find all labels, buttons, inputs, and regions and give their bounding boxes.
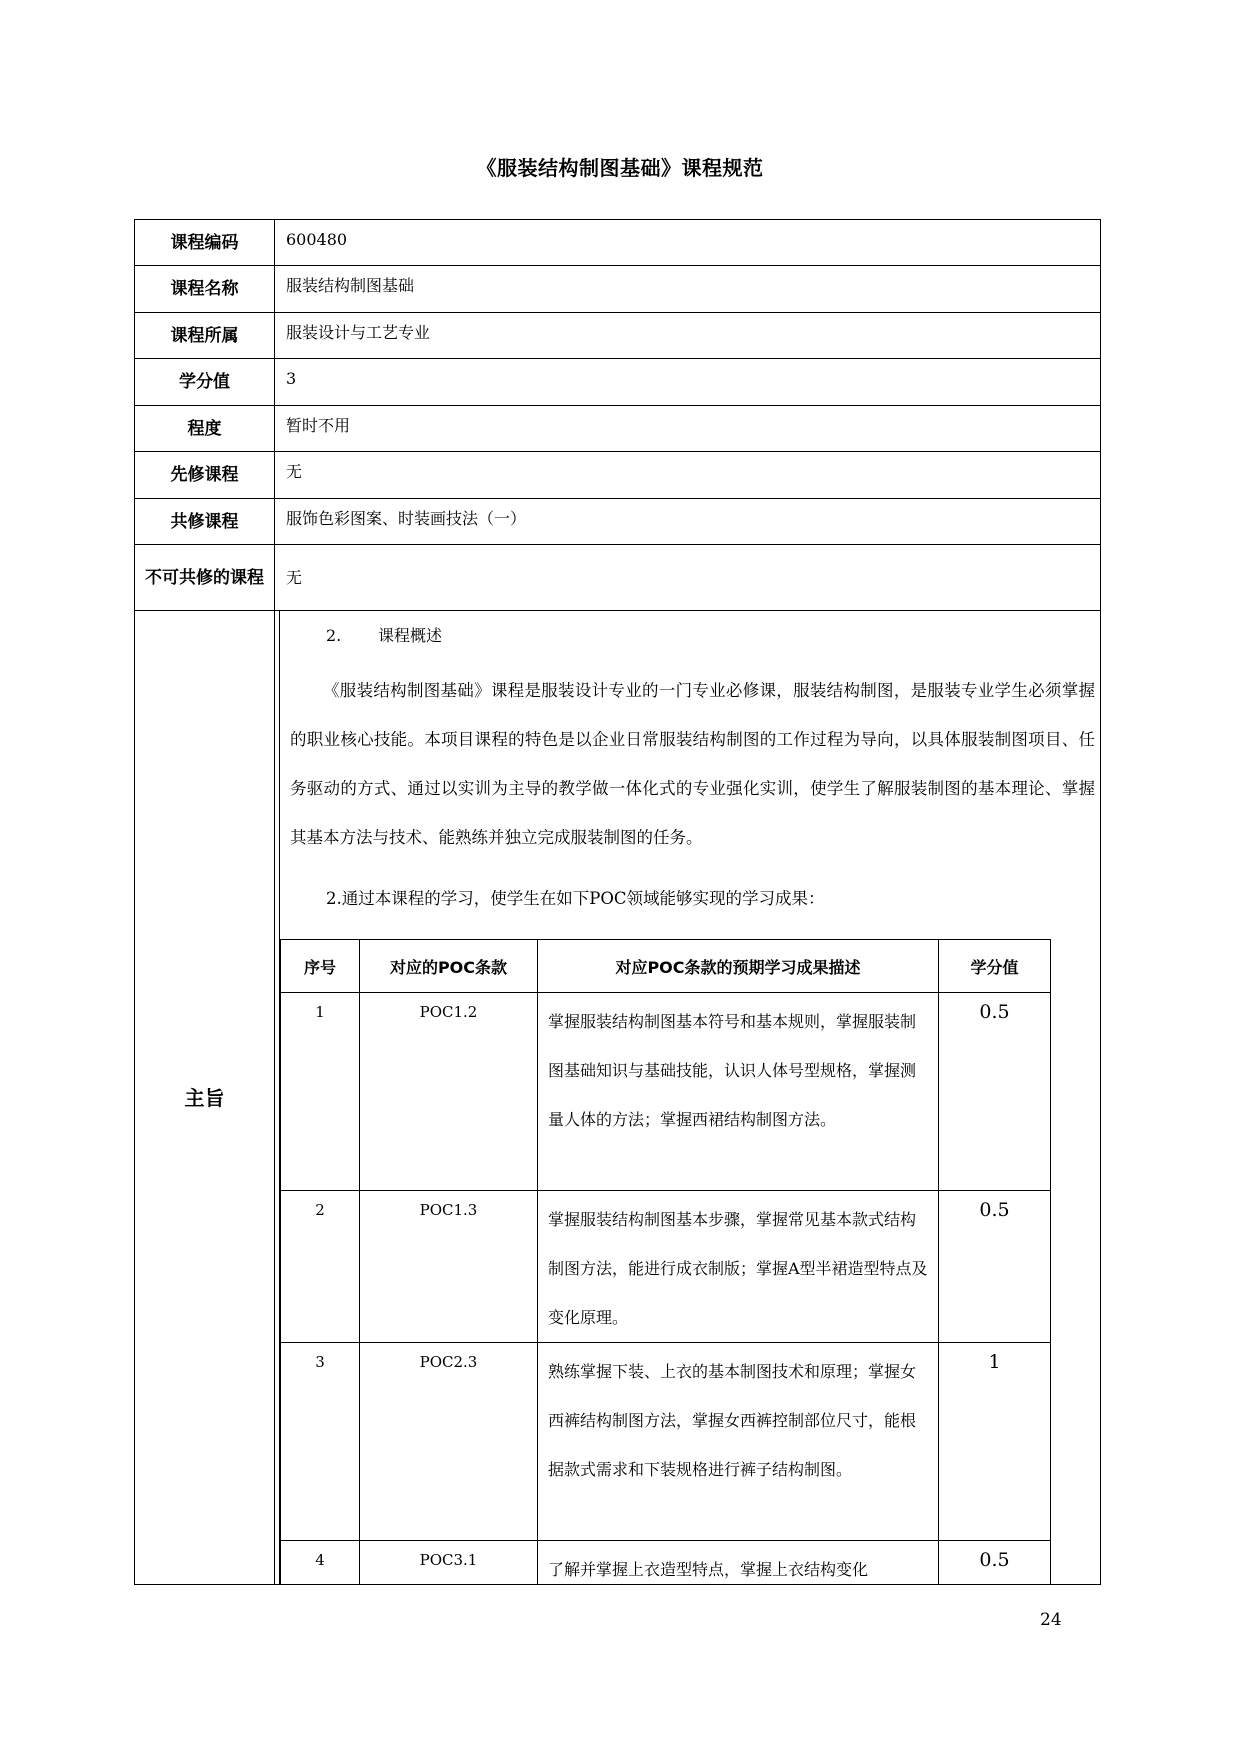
row-number: 3 [281, 1343, 360, 1541]
corequisite-label: 共修课程 [135, 499, 275, 545]
poc-outcomes-table [280, 939, 1051, 1584]
table-row [135, 220, 1101, 266]
column-header: 序号 [281, 940, 360, 993]
table-row [135, 406, 1101, 452]
table-header-row [281, 940, 1051, 993]
table-row [135, 611, 1101, 1585]
row-credit: 0.5 [939, 1541, 1051, 1585]
poc-clause: POC1.3 [360, 1191, 538, 1343]
table-row [281, 1191, 1051, 1343]
outcomes-intro: 2.通过本课程的学习，使学生在如下POC领域能够实现的学习成果： [326, 889, 825, 908]
section-heading [326, 623, 442, 646]
table-row [135, 545, 1101, 611]
course-department-value: 服装设计与工艺专业 [275, 313, 1101, 359]
level-value: 暂时不用 [275, 406, 1101, 452]
outcome-description: 掌握服装结构制图基本步骤，掌握常见基本款式结构制图方法，能进行成衣制版；掌握A型半裙造型特点及变化原理。 [538, 1191, 939, 1343]
column-header: 对应的POC条款 [360, 940, 538, 993]
course-overview: 《服装结构制图基础》课程是服装设计专业的一门专业必修课，服装结构制图，是服装专业学生必须掌握的职业核心技能。本项目课程的特色是以企业日常服装结构制图的工作过程为导向，以具体服装制图项目、任务驱动的方式、通过以实训为主导的教学做一体化式的专业强化实训，使学生了解服装制图的基本理论、掌握其基本方法与技术、能熟练并独立完成服装制图的任务。 [290, 681, 1095, 847]
excluded-course-label: 不可共修的课程 [135, 545, 275, 611]
column-header: 对应POC条款的预期学习成果描述 [538, 940, 939, 993]
outcome-description: 掌握服装结构制图基本符号和基本规则，掌握服装制图基础知识与基础技能，认识人体号型规格，掌握测量人体的方法；掌握西裙结构制图方法。 [538, 993, 939, 1191]
document-title: 《服装结构制图基础》课程规范 [476, 156, 764, 180]
course-department-label: 课程所属 [135, 313, 275, 359]
excluded-course-value: 无 [275, 545, 1101, 611]
row-credit: 1 [939, 1343, 1051, 1541]
section-number: 2. [326, 626, 342, 645]
outcome-description: 熟练掌握下装、上衣的基本制图技术和原理；掌握女西裤结构制图方法，掌握女西裤控制部位尺寸，能根据款式需求和下装规格进行裤子结构制图。 [538, 1343, 939, 1541]
table-row [135, 499, 1101, 545]
purpose-label: 主旨 [135, 611, 275, 1585]
table-row [135, 266, 1101, 313]
course-spec-table [134, 219, 1101, 1585]
table-row [281, 1343, 1051, 1541]
page-number: 24 [1040, 1610, 1062, 1630]
table-row [135, 359, 1101, 406]
course-code-label: 课程编码 [135, 220, 275, 266]
poc-clause: POC2.3 [360, 1343, 538, 1541]
outcome-description: 了解并掌握上衣造型特点，掌握上衣结构变化 [538, 1541, 939, 1585]
row-credit: 0.5 [939, 1191, 1051, 1343]
table-row [135, 452, 1101, 499]
prerequisite-label: 先修课程 [135, 452, 275, 499]
table-row [281, 993, 1051, 1191]
poc-clause: POC3.1 [360, 1541, 538, 1585]
corequisite-value: 服饰色彩图案、时装画技法（一） [275, 499, 1101, 545]
course-name-label: 课程名称 [135, 266, 275, 313]
poc-clause: POC1.2 [360, 993, 538, 1191]
row-number: 4 [281, 1541, 360, 1585]
row-number: 1 [281, 993, 360, 1191]
level-label: 程度 [135, 406, 275, 452]
prerequisite-value: 无 [275, 452, 1101, 499]
course-code-value: 600480 [275, 220, 1101, 266]
table-row [135, 313, 1101, 359]
column-header: 学分值 [939, 940, 1051, 993]
purpose-content [275, 611, 1101, 1585]
row-credit: 0.5 [939, 993, 1051, 1191]
course-name-value: 服装结构制图基础 [275, 266, 1101, 313]
row-number: 2 [281, 1191, 360, 1343]
table-row [281, 1541, 1051, 1585]
credit-label: 学分值 [135, 359, 275, 406]
credit-value: 3 [275, 359, 1101, 406]
section-title: 课程概述 [378, 626, 443, 645]
